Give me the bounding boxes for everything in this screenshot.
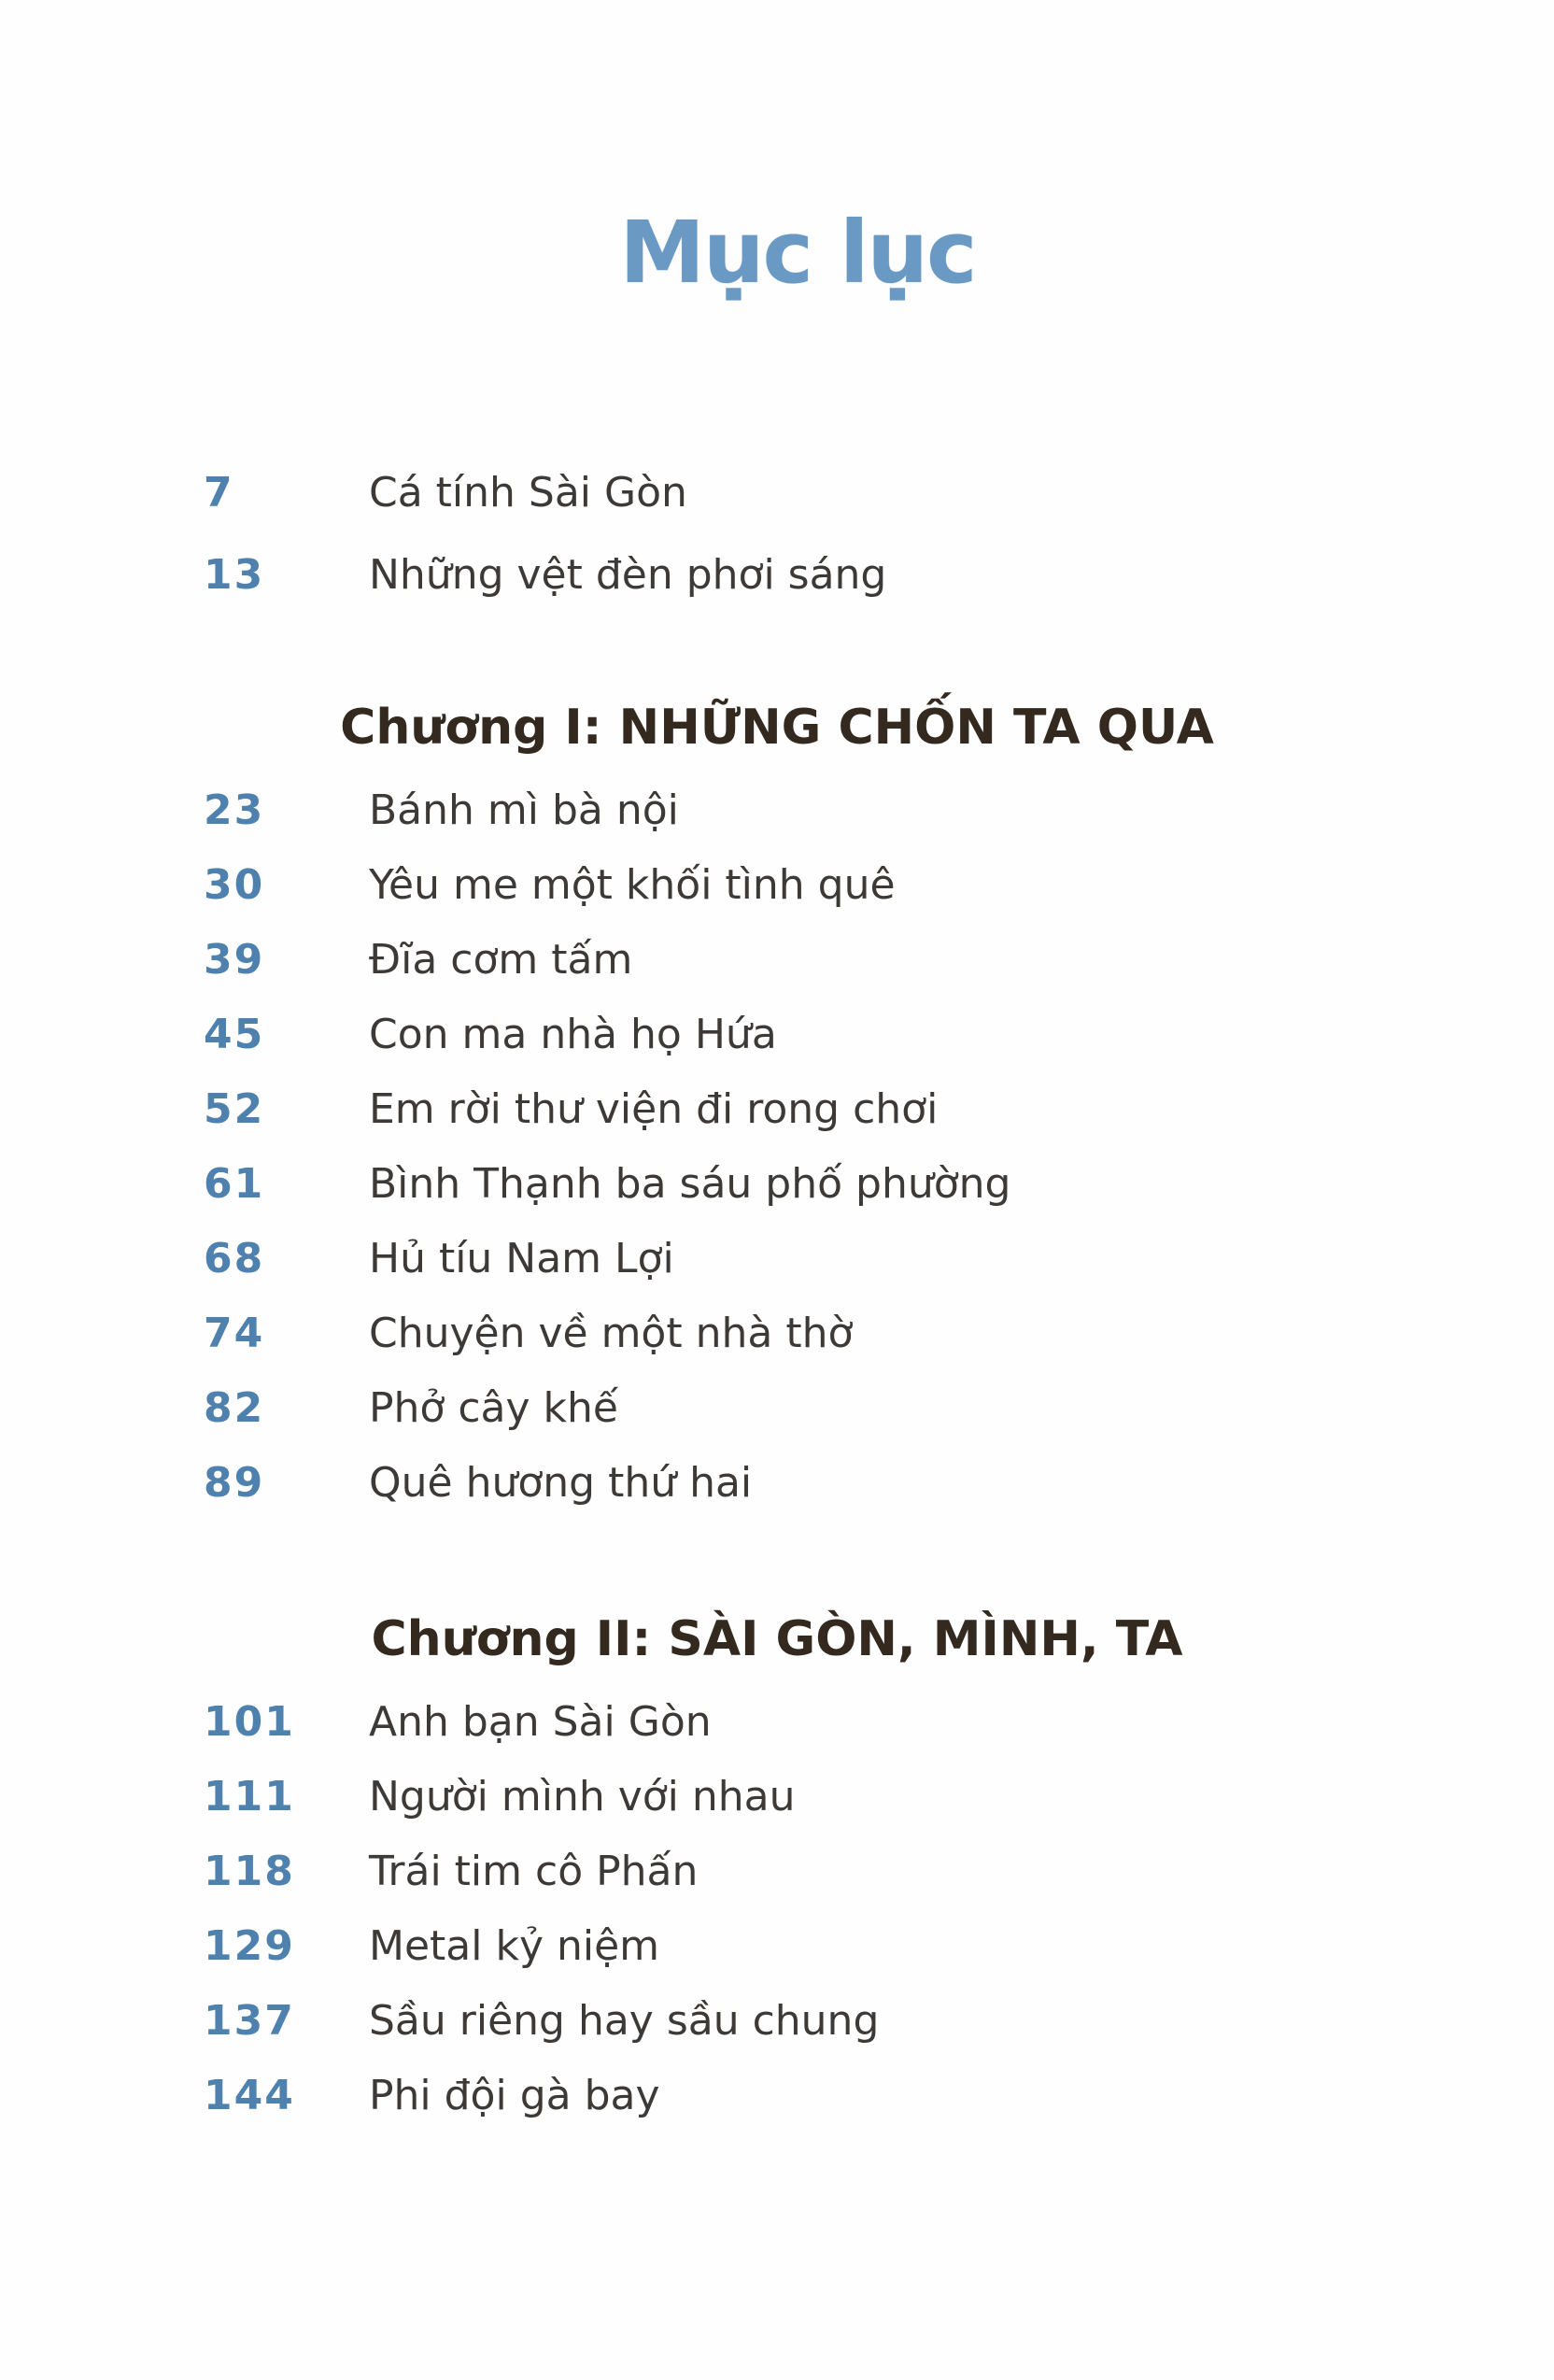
toc-entry-title: Quê hương thứ hai — [369, 1458, 753, 1507]
toc-entry — [204, 1773, 1554, 1848]
toc-entry-page-number: 118 — [204, 1847, 295, 1895]
toc-entry-page-number: 101 — [204, 1697, 295, 1746]
toc-entry-title: Anh bạn Sài Gòn — [369, 1697, 712, 1746]
toc-entry-page-number: 61 — [204, 1159, 265, 1208]
toc-entry-title: Em rời thư viện đi rong chơi — [369, 1084, 939, 1133]
toc-entry — [204, 1698, 1554, 1773]
toc-entry-page-number: 52 — [204, 1084, 265, 1133]
toc-entry — [204, 469, 1554, 551]
page-title: Mục lục — [619, 203, 976, 303]
toc-entry-page-number: 23 — [204, 786, 265, 834]
toc-entry-page-number: 89 — [204, 1458, 265, 1507]
toc-entry — [204, 551, 1554, 633]
toc-entry-title: Yêu me một khối tình quê — [369, 860, 896, 909]
chapter-2-heading: Chương II: SÀI GÒN, MÌNH, TA — [371, 1610, 1183, 1667]
toc-entry-page-number: 137 — [204, 1996, 295, 2045]
toc-entry — [204, 936, 1554, 1011]
toc-entry — [204, 1310, 1554, 1384]
toc-entry-page-number: 13 — [204, 551, 265, 599]
toc-entry-page-number: 82 — [204, 1383, 265, 1432]
chapter-1-heading: Chương I: NHỮNG CHỐN TA QUA — [340, 700, 1214, 756]
toc-entry-title: Bình Thạnh ba sáu phố phường — [369, 1159, 1011, 1208]
toc-entry-title: Cá tính Sài Gòn — [369, 469, 687, 517]
toc-entry-page-number: 30 — [204, 860, 265, 909]
toc-entry — [204, 1459, 1554, 1534]
toc-entry — [204, 786, 1554, 861]
toc-entry-page-number: 129 — [204, 1921, 295, 1970]
toc-entry — [204, 1085, 1554, 1160]
toc-entry-page-number: 68 — [204, 1234, 265, 1282]
toc-entry-title: Phở cây khế — [369, 1383, 618, 1432]
toc-entry — [204, 2072, 1554, 2146]
toc-entry — [204, 1235, 1554, 1310]
toc-entry-page-number: 7 — [204, 469, 234, 517]
toc-entry-title: Metal kỷ niệm — [369, 1921, 660, 1970]
toc-entry-page-number: 144 — [204, 2071, 295, 2119]
chapter-2-list — [0, 1698, 1554, 2146]
toc-entry — [204, 1011, 1554, 1085]
toc-entry-page-number: 45 — [204, 1010, 265, 1058]
toc-entry-title: Bánh mì bà nội — [369, 786, 679, 834]
toc-entry — [204, 1160, 1554, 1235]
toc-entry-title: Trái tim cô Phấn — [369, 1847, 699, 1895]
chapter-1-list — [0, 786, 1554, 1534]
toc-entry-title: Hủ tíu Nam Lợi — [369, 1234, 674, 1282]
toc-entry-title: Con ma nhà họ Hứa — [369, 1010, 777, 1058]
toc-entry — [204, 861, 1554, 936]
toc-entry-title: Những vệt đèn phơi sáng — [369, 551, 887, 599]
front-matter-list — [0, 469, 1554, 633]
toc-entry-title: Người mình với nhau — [369, 1772, 796, 1820]
toc-entry — [204, 1922, 1554, 1997]
toc-entry-page-number: 39 — [204, 935, 265, 984]
toc-entry — [204, 1997, 1554, 2072]
toc-entry-title: Đĩa cơm tấm — [369, 935, 633, 984]
toc-entry — [204, 1848, 1554, 1922]
toc-entry-page-number: 111 — [204, 1772, 295, 1820]
toc-entry-page-number: 74 — [204, 1309, 265, 1357]
toc-entry-title: Chuyện về một nhà thờ — [369, 1309, 854, 1357]
toc-entry-title: Phi đội gà bay — [369, 2071, 660, 2119]
toc-entry-title: Sầu riêng hay sầu chung — [369, 1996, 880, 2045]
toc-entry — [204, 1384, 1554, 1459]
